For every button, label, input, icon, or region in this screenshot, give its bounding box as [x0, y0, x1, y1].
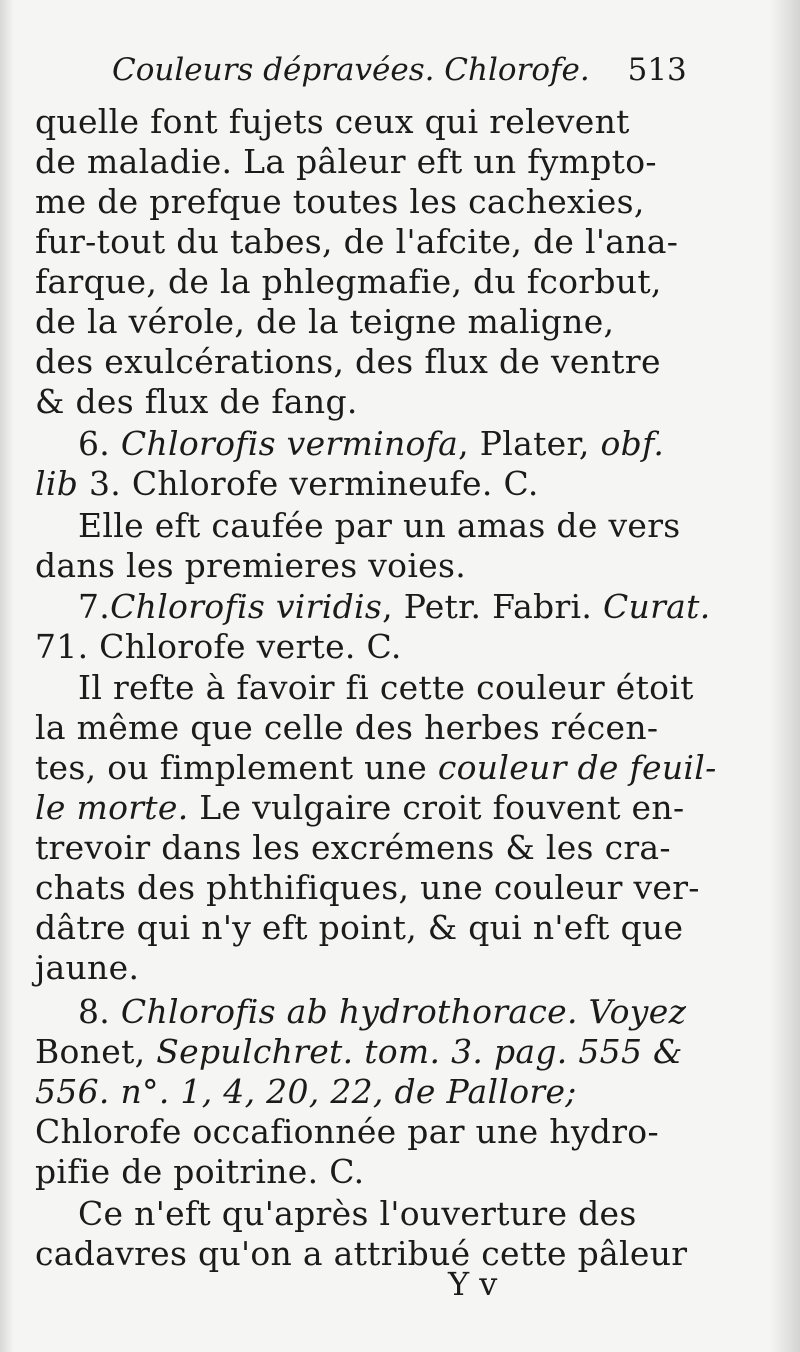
text-line [35, 748, 717, 788]
entry-7-heading [78, 587, 711, 627]
text-line: de maladie. La pâleur eft un fympto- [35, 142, 657, 181]
entry-6-line [35, 464, 645, 504]
text-span: tes, ou fimplement une [35, 748, 438, 787]
entry-number: 6. [78, 424, 111, 463]
latin-name: Chlorofis ab hydrothorace. Voyez [120, 992, 687, 1031]
text-line: la même que celle des herbes récen- [35, 708, 659, 747]
text-line: fur-tout du tabes, de l'afcite, de l'ana- [35, 222, 679, 261]
text-line: Elle eft caufée par un amas de vers [78, 506, 681, 545]
text-span: Le vulgaire croit fouvent en- [188, 788, 685, 827]
page-gutter-shadow [0, 0, 14, 1352]
page-number: 513 [627, 52, 687, 88]
latin-name: Chlorofis verminofa [120, 424, 459, 463]
text-line: de la vérole, de la teigne maligne, [35, 302, 615, 341]
text-line: trevoir dans les excrémens & les cra- [35, 828, 671, 867]
latin-name: Chlorofis viridis [110, 587, 383, 626]
entry-number: 8. [78, 992, 111, 1031]
entry-8-heading [78, 992, 688, 1032]
reference-line [35, 1032, 683, 1072]
entry-number: 7. [78, 587, 111, 626]
french-name: 3. Chlorofe vermineufe. C. [88, 464, 539, 503]
reference-line: 556. n°. 1, 4, 20, 22, de Pallore; [35, 1072, 577, 1111]
text-line: dâtre qui n'y eft point, & qui n'eft que [35, 908, 684, 947]
text-line [35, 788, 685, 828]
text-line: des exulcérations, des flux de ventre [35, 342, 661, 381]
running-header [112, 42, 687, 98]
page-edge-shadow [770, 0, 800, 1352]
text-line: me de prefque toutes les cachexies, [35, 182, 645, 221]
text-line: Ce n'eft qu'après l'ouverture des [78, 1194, 637, 1233]
text-line: Chlorofe occafionnée par une hydro- [35, 1112, 659, 1151]
text-line: quelle font fujets ceux qui relevent [35, 102, 630, 141]
reference: Curat. [603, 587, 711, 626]
text-line: dans les premieres voies. [35, 546, 467, 585]
text-line: & des flux de fang. [35, 382, 358, 421]
text-line: chats des phthifiques, une couleur ver- [35, 868, 700, 907]
text-line: Il refte à favoir fi cette couleur étoit [78, 668, 694, 707]
italic-phrase: couleur de feuil- [437, 748, 717, 787]
running-title: Couleurs dépravées. Chlorofe. [112, 52, 590, 88]
text-line: cadavres qu'on a attribué cette pâleur [35, 1234, 688, 1273]
text-line: jaune. [35, 948, 140, 987]
reference: obf. [600, 424, 665, 463]
author: , Petr. Fabri. [382, 587, 603, 626]
author: , Plater, [458, 424, 601, 463]
entry-6-heading [78, 424, 688, 464]
reference: lib [35, 464, 79, 503]
text-line: 71. Chlorofe verte. C. [35, 627, 402, 666]
italic-phrase: le morte. [35, 788, 189, 827]
signature-mark: Y v [448, 1265, 498, 1303]
text-line: farque, de la phlegmafie, du fcorbut, [35, 262, 662, 301]
text-line: pifie de poitrine. C. [35, 1152, 365, 1191]
author: Bonet, [35, 1032, 157, 1071]
reference: Sepulchret. tom. 3. pag. 555 & [156, 1032, 683, 1071]
